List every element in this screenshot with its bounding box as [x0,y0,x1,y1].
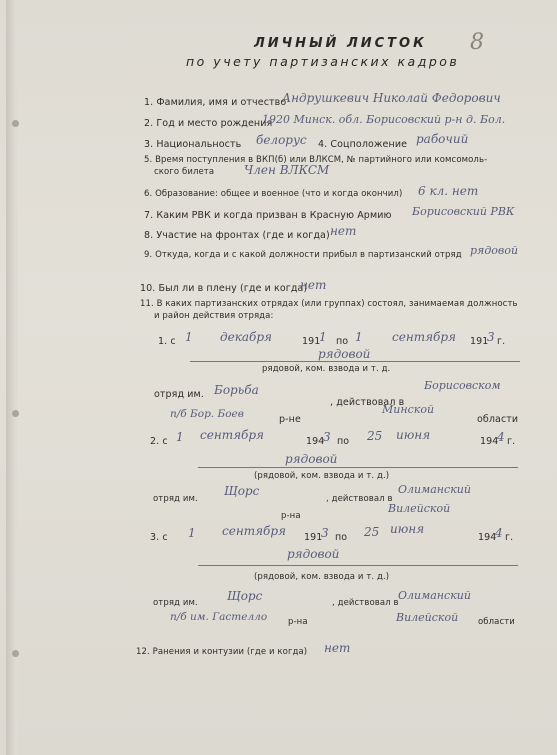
page-fold [6,0,18,755]
entry-2-po: по [337,436,350,447]
entry-2-unit-label: отряд им. [153,494,198,504]
entry-3-from-year-suffix: 3 [321,526,329,540]
entry-2-to-month: июня [396,428,431,442]
field-value-fronts: нет [330,224,357,238]
field-label-wounds: 12. Ранения и контузии (где и когда) [136,647,308,657]
entry-1-unit-value: Борьба [214,383,259,397]
field-value-social: рабочий [416,132,469,146]
entry-3-year-g: г. [505,532,514,543]
entry-2-to-year-suffix: 4 [497,430,505,444]
entry-1-po: по [336,336,349,347]
entry-1-rank-value: рядовой [318,347,371,361]
entry-2-unit-value: Щорс [224,484,260,498]
field-value-birth: 1920 Минск. обл. Борисовский р-н д. Бол. [262,113,506,126]
entry-2-acted-label: , действовал в [326,494,393,504]
entry-3-number: 3. с [150,532,168,543]
entry-1-acted-label: , действовал в [330,397,405,408]
field-label-captivity: 10. Был ли в плену (где и когда) [140,283,308,294]
entry-1-region-value: Минской [382,403,435,416]
form-subtitle: по учету партизанских кадров [186,54,460,69]
field-value-party: Член ВЛКСМ [244,163,330,177]
entry-1-acted-value: Борисовском [424,379,501,392]
entry-1-number: 1. с [158,336,176,347]
field-label-birth: 2. Год и место рождения [144,118,273,129]
entry-2-acted-value: Олиманский [398,483,471,496]
field-label-units-area: и район действия отряда: [154,311,274,321]
entry-2-to-day: 25 [367,429,383,443]
field-value-rvk: Борисовский РВК [412,205,515,218]
punch-hole [12,120,19,127]
field-value-nationality: белорус [256,133,307,147]
entry-3-to-day: 25 [364,525,380,539]
field-value-wounds: нет [324,641,351,655]
entry-3-acted-value: Олиманский [398,589,471,602]
entry-1-district-label: р-не [279,414,301,425]
field-label-units: 11. В каких партизанских отрядах (или группах) состоял, занимаемая должность [140,299,518,309]
field-value-education: 6 кл. нет [418,184,479,198]
punch-hole [12,650,19,657]
entry-2-from-day: 1 [176,430,184,444]
entry-1-from-year-prefix: 191 [302,336,321,347]
entry-1-from-month: декабря [220,330,272,344]
entry-2-from-month: сентября [200,428,265,442]
entry-1-year-g: г. [497,336,506,347]
entry-2-rank-value: рядовой [285,452,338,466]
entry-3-district-label: р-на [288,617,308,627]
field-label-nationality: 3. Национальность [144,139,242,150]
entry-3-from-day: 1 [188,526,196,540]
entry-3-rank-value: рядовой [287,547,340,561]
entry-1-from-year-suffix: 1 [319,330,327,344]
entry-2-from-year-prefix: 194 [306,436,325,447]
entry-1-from-day: 1 [185,330,193,344]
entry-3-rank-caption: (рядовой, ком. взвода и т. д.) [254,572,390,582]
entry-3-po: по [335,532,348,543]
entry-3-unit-value: Щорс [227,589,263,603]
entry-3-from-year-prefix: 191 [304,532,323,543]
field-label-fronts: 8. Участие на фронтах (где и когда) [144,230,330,241]
field-label-rvk: 7. Каким РВК и когда призван в Красную Армию [144,210,392,221]
field-label-party-card: ского билета [154,167,215,177]
punch-hole [12,410,19,417]
entry-3-district-value: п/б им. Гастелло [170,611,268,623]
entry-1-unit-label: отряд им. [154,389,204,400]
field-label-name: 1. Фамилия, имя и отчество [144,97,287,108]
entry-3-from-month: сентября [222,524,287,538]
entry-1-rank-caption: рядовой, ком. взвода и т. д. [262,364,391,374]
entry-2-rank-caption: (рядовой, ком. взвода и т. д.) [254,471,390,481]
rank-line [198,467,518,468]
entry-2-year-g: г. [507,436,516,447]
entry-3-unit-label: отряд им. [153,598,198,608]
entry-1-district-value: п/б Бор. Боев [170,408,244,420]
field-label-education: 6. Образование: общее и военное (что и когда окончил) [144,189,403,199]
rank-line [198,565,518,566]
field-label-party: 5. Время поступления в ВКП(б) или ВЛКСМ, № партийного или комсомоль- [144,155,488,165]
field-value-captivity: нет [300,278,327,292]
entry-2-to-year-prefix: 194 [480,436,499,447]
entry-2-district-label: р-на [281,511,301,521]
field-value-arrival: рядовой [470,244,519,257]
entry-1-to-day: 1 [355,330,363,344]
entry-1-to-month: сентября [392,330,457,344]
corner-mark: 8 [470,30,484,55]
entry-3-region-value: Вилейской [396,611,459,624]
form-title: ЛИЧНЫЙ ЛИСТОК [254,36,427,51]
entry-1-to-year-prefix: 191 [470,336,489,347]
entry-2-district-value: Вилейской [388,502,451,515]
field-label-social: 4. Соцположение [318,139,408,150]
entry-3-acted-label: , действовал в [332,598,399,608]
rank-line [190,361,520,362]
entry-2-number: 2. с [150,436,168,447]
entry-1-region-label: области [477,414,519,425]
entry-3-to-month: июня [390,522,425,536]
entry-3-region-label: области [478,617,515,627]
entry-2-from-year-suffix: 3 [323,430,331,444]
entry-3-to-year-suffix: 4 [495,526,503,540]
field-value-name: Андрушкевич Николай Федорович [282,91,501,105]
entry-1-to-year-suffix: 3 [487,330,495,344]
entry-3-to-year-prefix: 194 [478,532,497,543]
field-label-arrival: 9. Откуда, когда и с какой должности прибыл в партизанский отряд [144,250,462,260]
